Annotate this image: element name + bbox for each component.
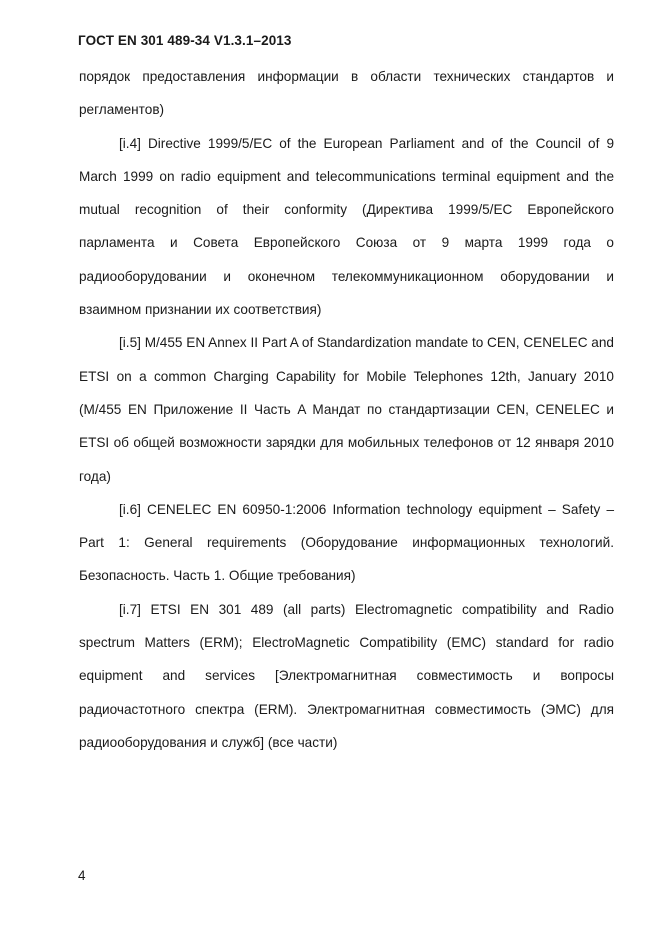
reference-i5: [i.5] M/455 EN Annex II Part A of Standardization mandate to CEN, CENELEC and ETSI on a common Charging Capability for Mobile Telephones 12th, January 2010 (M/455 EN Приложение II Часть A Мандат по стандартизации CEN, CENELEC и ETSI об общей возможности зарядки для мобильных телефонов от 12 января 2010 года) — [79, 335, 614, 484]
document-body — [79, 60, 614, 759]
reference-i7: [i.7] ETSI EN 301 489 (all parts) Electromagnetic compatibility and Radio spectrum Matters (ERM); ElectroMagnetic Compatibility (EMC) standard for radio equipment and services [Электромагнитная совместимость и вопросы радиочастотного спектра (ERM). Электромагнитная совместимость (ЭМС) для радиооборудования и служб] (все части) — [79, 601, 614, 750]
page-number: 4 — [78, 868, 86, 883]
reference-i6: [i.6] CENELEC EN 60950-1:2006 Information technology equipment – Safety – Part 1: General requirements (Оборудование информационных технологий. Безопасность. Часть 1. Общие требования) — [79, 501, 614, 584]
document-header: ГОСТ EN 301 489-34 V1.3.1–2013 — [78, 33, 292, 48]
reference-i4: [i.4] Directive 1999/5/EC of the European Parliament and of the Council of 9 March 1999 on radio equipment and telecommunications terminal equipment and the mutual recognition of their conformity (Директива 1999/5/EC Европейского парламента и Совета Европейского Союза от 9 марта 1999 года о радиооборудовании и оконечном телекоммуникационном оборудовании и взаимном признании их соответствия) — [79, 135, 614, 318]
paragraph-continuation: порядок предоставления информации в области технических стандартов и регламентов) — [79, 69, 614, 118]
